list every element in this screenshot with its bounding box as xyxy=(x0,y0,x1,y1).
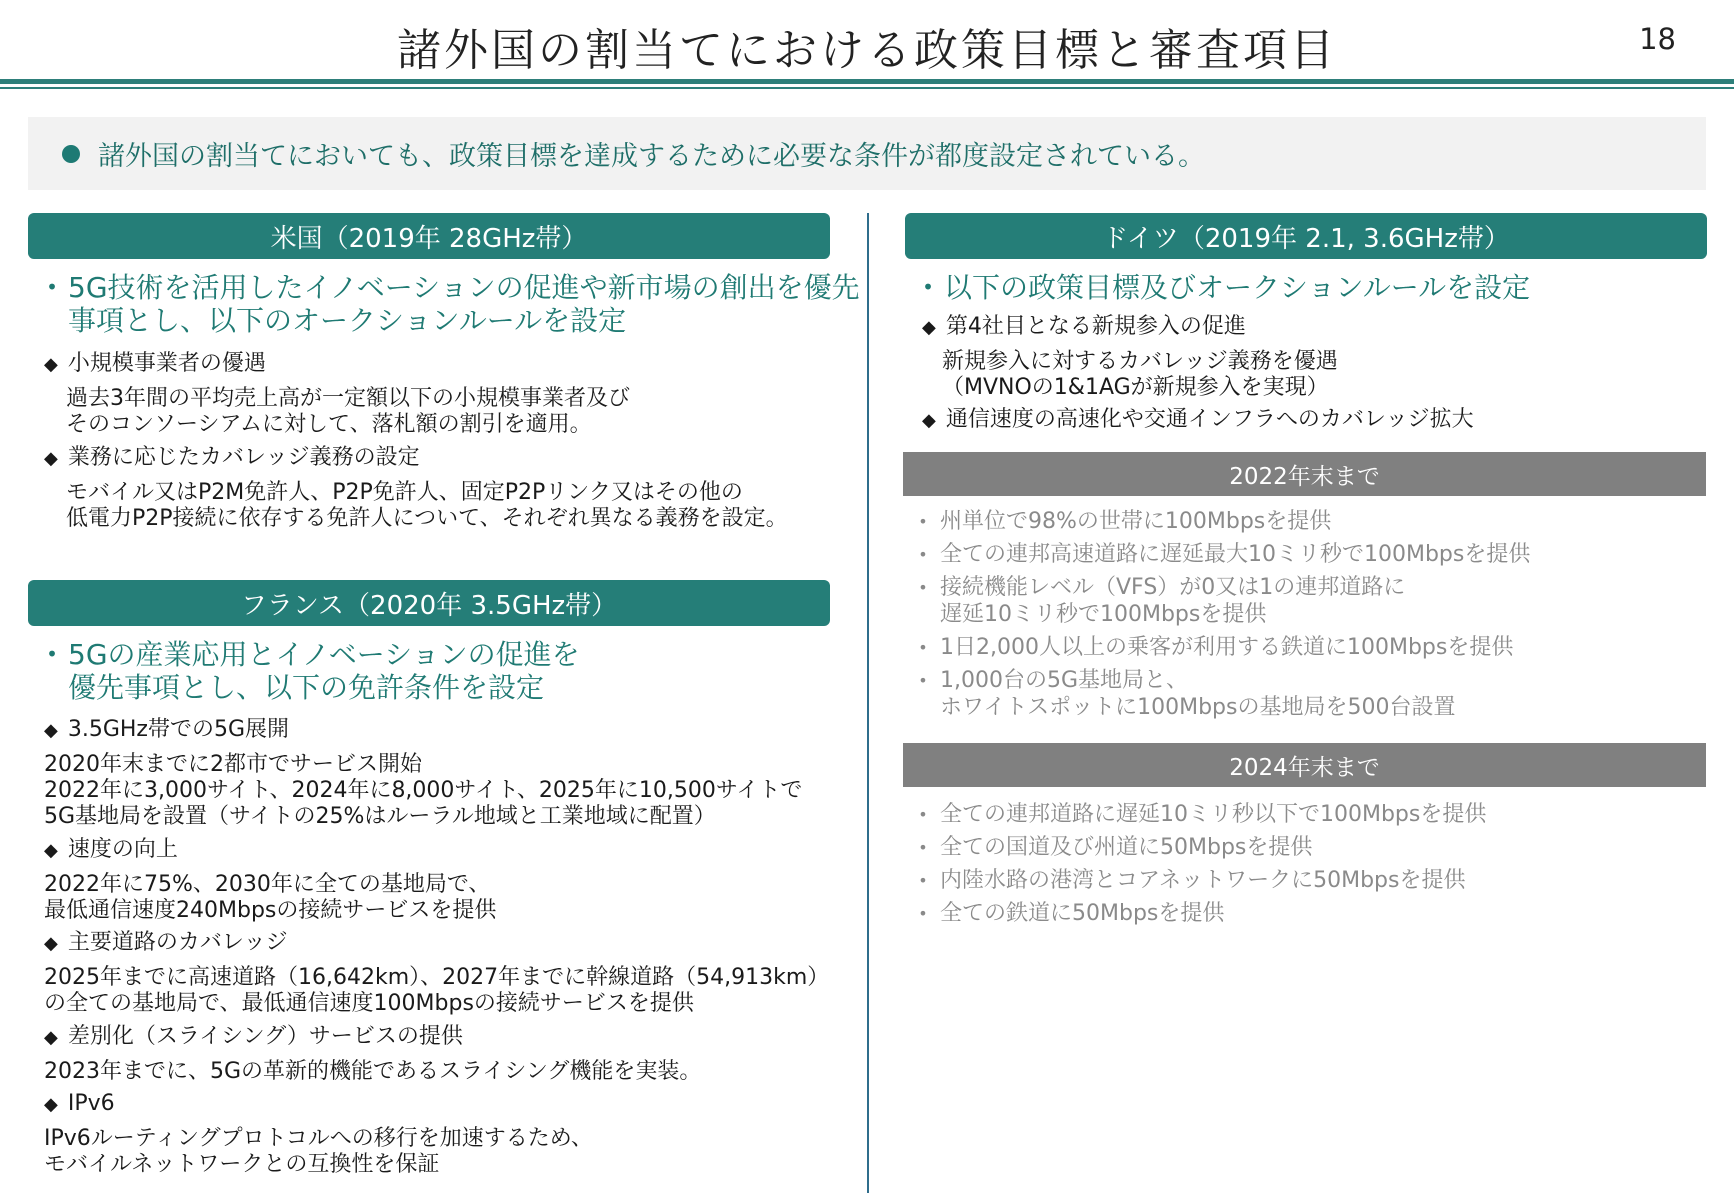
list-item-text: 全ての連邦道路に遅延10ミリ秒以下で100Mbpsを提供 xyxy=(940,802,1487,827)
france-item xyxy=(44,1023,864,1085)
france-item-desc: 2025年までに高速道路（16,642km）、2027年までに幹線道路（54,913km） xyxy=(44,965,830,990)
france-bullet-line: 5Gの産業応用とイノベーションの促進を xyxy=(68,638,580,671)
germany-item-desc: （MVNOの1&1AGが新規参入を実現） xyxy=(942,375,1329,400)
france-item-desc: IPv6ルーティングプロトコルへの移行を加速するため、 xyxy=(44,1126,593,1151)
germany-2022-list xyxy=(906,508,1706,727)
germany-bullet-line: 以下の政策目標及びオークションルールを設定 xyxy=(944,271,1531,304)
summary-text: 諸外国の割当てにおいても、政策目標を達成するために必要な条件が都度設定されている。 xyxy=(98,141,1205,172)
list-item-text: 1,000台の5G基地局と、 xyxy=(940,668,1189,693)
list-item-text: 遅延10ミリ秒で100Mbpsを提供 xyxy=(940,602,1267,627)
france-item-desc: 2023年までに、5Gの革新的機能であるスライシング機能を実装。 xyxy=(44,1059,702,1084)
france-item-desc: 2020年末までに2都市でサービス開始 xyxy=(44,752,422,777)
bullet-icon: • xyxy=(918,838,928,857)
germany-item-title: 通信速度の高速化や交通インフラへのカバレッジ拡大 xyxy=(945,407,1474,432)
bullet-icon: • xyxy=(918,545,928,564)
germany-section-header: ドイツ（2019年 2.1, 3.6GHz帯） xyxy=(905,213,1707,259)
list-item xyxy=(906,634,1706,661)
france-item-desc: 2022年に3,000サイト、2024年に8,000サイト、2025年に10,500サイトで xyxy=(44,778,803,803)
diamond-icon: ◆ xyxy=(44,840,58,861)
bullet-icon: • xyxy=(918,871,928,890)
germany-2024-list xyxy=(906,801,1706,933)
bullet-dot-icon xyxy=(62,145,80,163)
france-item-desc: 最低通信速度240Mbpsの接続サービスを提供 xyxy=(44,898,497,923)
france-item-desc: 5G基地局を設置（サイトの25%はルーラル地域と工業地域に配置） xyxy=(44,804,716,829)
france-item-title: IPv6 xyxy=(67,1091,115,1116)
germany-item-desc: 新規参入に対するカバレッジ義務を優遇 xyxy=(942,349,1338,374)
france-item-desc: モバイルネットワークとの互換性を保証 xyxy=(44,1152,440,1177)
germany-2024-header: 2024年末まで xyxy=(903,743,1706,787)
list-item xyxy=(906,801,1706,828)
column-divider xyxy=(867,213,869,1193)
us-item-desc: 低電力P2P接続に依存する免許人について、それぞれ異なる義務を設定。 xyxy=(66,506,788,531)
us-bullet-line: 5G技術を活用したイノベーションの促進や新市場の創出を優先 xyxy=(68,271,860,304)
list-item xyxy=(906,900,1706,927)
page-title: 諸外国の割当てにおける政策目標と審査項目 xyxy=(397,25,1337,76)
germany-item xyxy=(922,313,1712,401)
list-item-text: 内陸水路の港湾とコアネットワークに50Mbpsを提供 xyxy=(940,868,1466,893)
us-section-header: 米国（2019年 28GHz帯） xyxy=(28,213,830,259)
list-item-text: 全ての国道及び州道に50Mbpsを提供 xyxy=(940,835,1313,860)
diamond-icon: ◆ xyxy=(922,410,936,431)
us-item xyxy=(44,350,864,438)
us-item-title: 業務に応じたカバレッジ義務の設定 xyxy=(67,445,420,470)
france-item-desc: の全ての基地局で、最低通信速度100Mbpsの接続サービスを提供 xyxy=(44,991,694,1016)
france-section-header: フランス（2020年 3.5GHz帯） xyxy=(28,580,830,626)
germany-main-bullet xyxy=(912,271,1712,304)
diamond-icon: ◆ xyxy=(44,933,58,954)
list-item xyxy=(906,667,1706,721)
list-item xyxy=(906,508,1706,535)
bullet-icon: • xyxy=(918,671,928,690)
list-item xyxy=(906,541,1706,568)
list-item xyxy=(906,867,1706,894)
us-item-desc: そのコンソーシアムに対して、落札額の割引を適用。 xyxy=(66,412,592,437)
germany-2022-header: 2022年末まで xyxy=(903,452,1706,496)
list-item-text: 全ての鉄道に50Mbpsを提供 xyxy=(940,901,1225,926)
summary-box xyxy=(28,117,1706,190)
title-rule-thick xyxy=(0,79,1734,84)
bullet-icon: • xyxy=(922,275,934,299)
diamond-icon: ◆ xyxy=(44,354,58,375)
diamond-icon: ◆ xyxy=(44,1027,58,1048)
list-item xyxy=(906,574,1706,628)
france-item xyxy=(44,929,864,1017)
france-item xyxy=(44,716,864,830)
bullet-icon: • xyxy=(918,578,928,597)
list-item xyxy=(906,834,1706,861)
diamond-icon: ◆ xyxy=(44,720,58,741)
bullet-icon: • xyxy=(46,275,58,299)
diamond-icon: ◆ xyxy=(44,1094,58,1115)
france-item-title: 差別化（スライシング）サービスの提供 xyxy=(67,1024,463,1049)
france-item-title: 速度の向上 xyxy=(67,837,178,862)
us-item-desc: 過去3年間の平均売上高が一定額以下の小規模事業者及び xyxy=(66,386,630,411)
diamond-icon: ◆ xyxy=(44,448,58,469)
france-item xyxy=(44,1090,864,1178)
list-item-text: 接続機能レベル（VFS）が0又は1の連邦道路に xyxy=(940,575,1406,600)
france-main-bullet xyxy=(36,638,866,704)
germany-item xyxy=(922,406,1712,434)
list-item-text: 1日2,000人以上の乗客が利用する鉄道に100Mbpsを提供 xyxy=(940,635,1514,660)
title-rule-thin xyxy=(0,87,1734,89)
us-item-desc: モバイル又はP2M免許人、P2P免許人、固定P2Pリンク又はその他の xyxy=(66,480,743,505)
bullet-icon: • xyxy=(918,904,928,923)
germany-item-title: 第4社目となる新規参入の促進 xyxy=(945,314,1246,339)
us-item xyxy=(44,444,864,532)
list-item-text: 州単位で98%の世帯に100Mbpsを提供 xyxy=(940,509,1332,534)
us-item-title: 小規模事業者の優遇 xyxy=(67,351,266,376)
list-item-text: 全ての連邦高速道路に遅延最大10ミリ秒で100Mbpsを提供 xyxy=(940,542,1531,567)
page-number: 18 xyxy=(1639,22,1676,56)
bullet-icon: • xyxy=(918,638,928,657)
diamond-icon: ◆ xyxy=(922,317,936,338)
france-item-desc: 2022年に75%、2030年に全ての基地局で、 xyxy=(44,872,491,897)
bullet-icon: • xyxy=(46,642,58,666)
bullet-icon: • xyxy=(918,805,928,824)
bullet-icon: • xyxy=(918,512,928,531)
list-item-text: ホワイトスポットに100Mbpsの基地局を500台設置 xyxy=(940,695,1456,720)
france-bullet-line: 優先事項とし、以下の免許条件を設定 xyxy=(68,671,545,704)
us-main-bullet xyxy=(36,271,866,337)
france-item-title: 3.5GHz帯での5G展開 xyxy=(67,717,290,742)
france-item xyxy=(44,836,864,924)
us-bullet-line: 事項とし、以下のオークションルールを設定 xyxy=(68,304,627,337)
france-item-title: 主要道路のカバレッジ xyxy=(67,930,288,955)
